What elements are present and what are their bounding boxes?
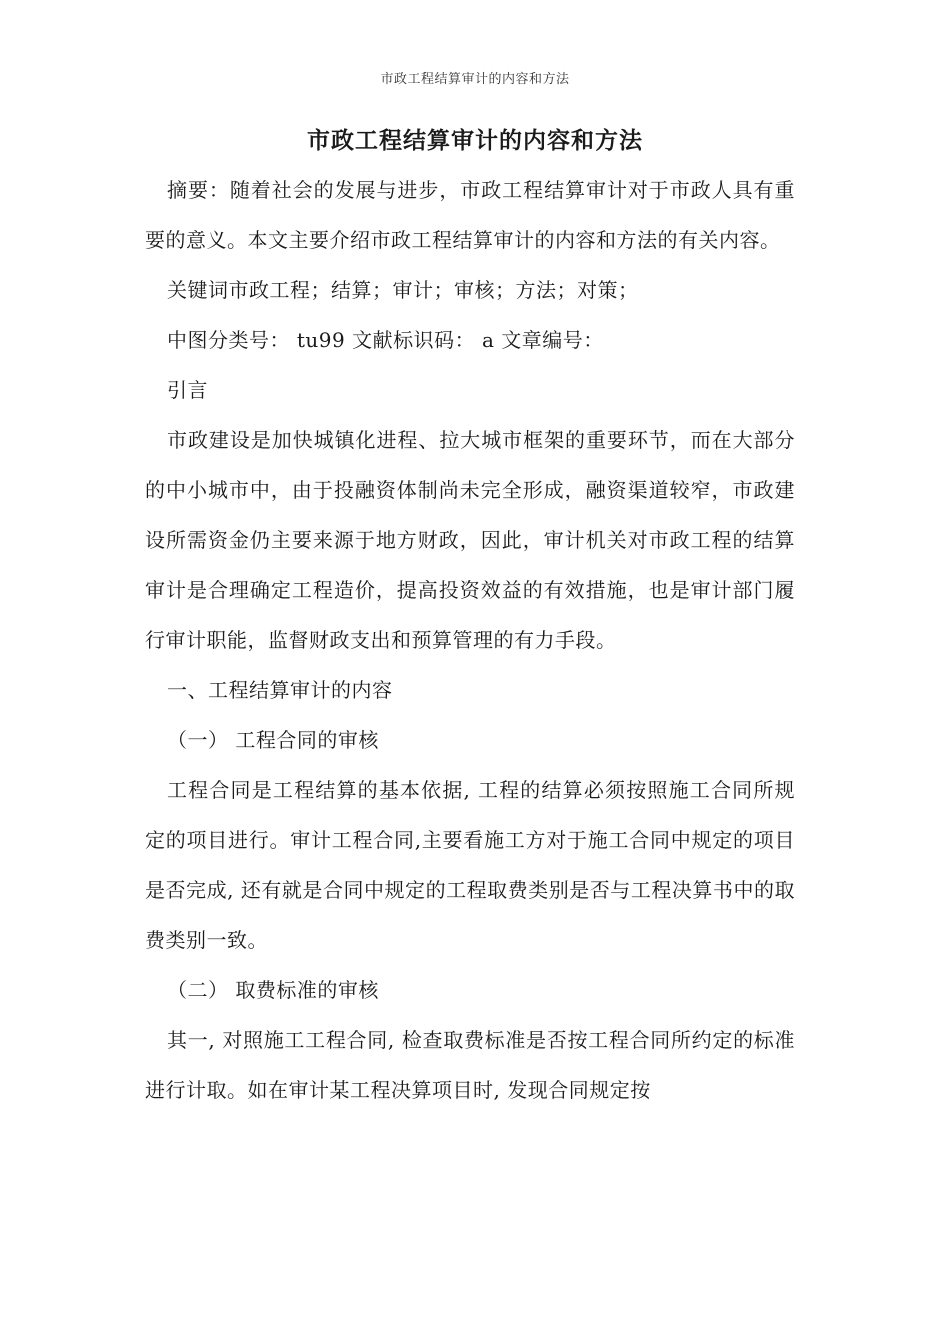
section-heading-1: 一、工程结算审计的内容 [167, 678, 393, 702]
abstract-paragraph: 摘要：随着社会的发展与进步，市政工程结算审计对于市政人具有重要的意义。本文主要介绍市政工程结算审计的内容和方法的有关内容。 [145, 178, 795, 252]
fee-standard-paragraph: 其一, 对照施工工程合同, 检查取费标准是否按工程合同所约定的标准进行计取。如在审计某工程决算项目时, 发现合同规定按 [145, 1028, 795, 1102]
subsection-heading-1: （一） 工程合同的审核 [167, 728, 379, 752]
keywords-line: 关键词市政工程；结算；审计；审核；方法；对策； [167, 278, 639, 302]
classification-line: 中图分类号： tu99 文献标识码： a 文章编号： [167, 328, 604, 352]
running-header: 市政工程结算审计的内容和方法 [380, 72, 570, 87]
introduction-paragraph: 市政建设是加快城镇化进程、拉大城市框架的重要环节，而在大部分的中小城市中，由于投融资体制尚未完全形成，融资渠道较窄，市政建设所需资金仍主要来源于地方财政，因此，审计机关对市政工程的结算审计是合理确定工程造价，提高投资效益的有效措施，也是审计部门履行审计职能，监督财政支出和预算管理的有力手段。 [145, 428, 795, 652]
subsection-heading-2: （二） 取费标准的审核 [167, 978, 379, 1002]
document-title: 市政工程结算审计的内容和方法 [307, 127, 643, 154]
document-body [145, 165, 795, 1115]
contract-review-paragraph: 工程合同是工程结算的基本依据, 工程的结算必须按照施工合同所规定的项目进行。审计工程合同,主要看施工方对于施工合同中规定的项目是否完成, 还有就是合同中规定的工程取费类别是否与工程决算书中的取费类别一致。 [145, 778, 795, 952]
introduction-heading: 引言 [167, 378, 208, 402]
